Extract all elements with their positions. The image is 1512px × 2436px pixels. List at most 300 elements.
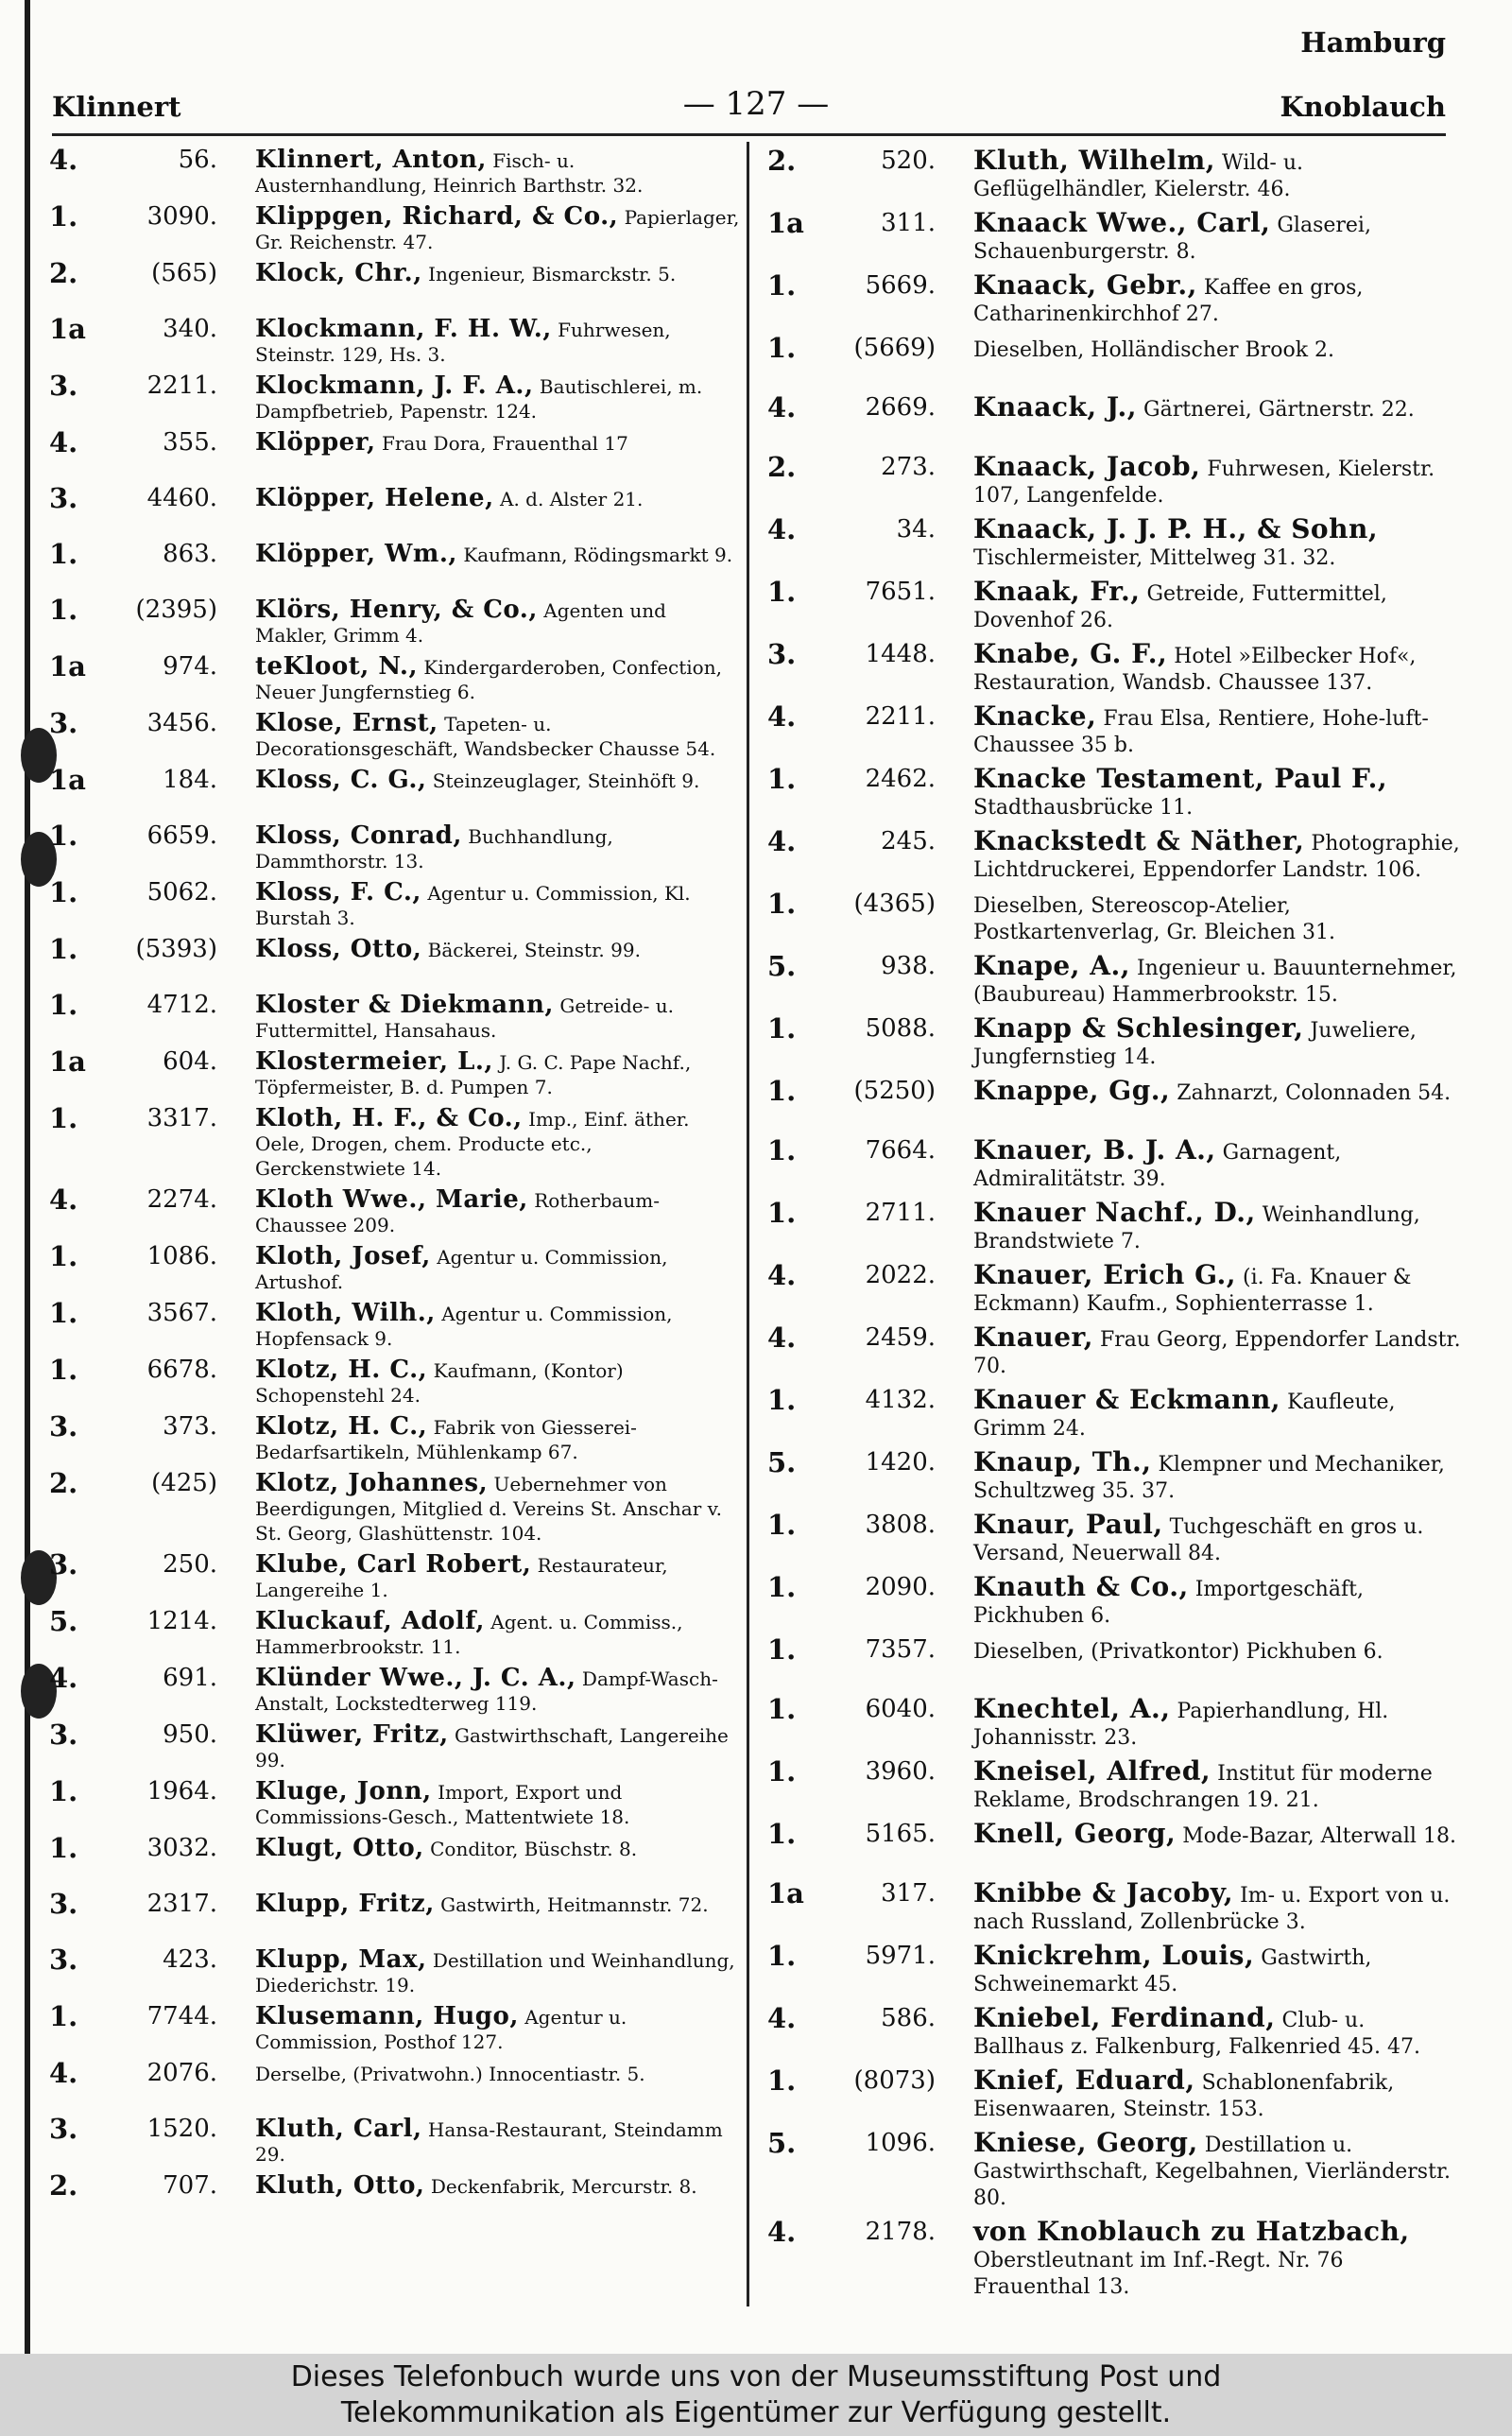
directory-entry — [767, 950, 1462, 1009]
phone-number: 938. — [881, 952, 936, 980]
subscriber-details: Ingenieur, Bismarckstr. 5. — [428, 263, 677, 285]
phone-number: 373. — [163, 1412, 217, 1441]
subscriber-name: Knacke Testament, Paul F., — [973, 763, 1388, 794]
subscriber-name: Knauth & Co., — [973, 1571, 1189, 1602]
directory-entry — [49, 1548, 744, 1602]
exchange-code: 1. — [767, 576, 797, 608]
subscriber-name: Kloss, F. C., — [255, 878, 421, 907]
phone-number: 1086. — [146, 1242, 217, 1270]
exchange-code: 2. — [767, 451, 797, 483]
phone-number: 355. — [163, 428, 217, 457]
subscriber-name: Kloth Wwe., Marie, — [255, 1185, 528, 1214]
subscriber-name: Knickrehm, Louis, — [973, 1940, 1255, 1971]
exchange-code: 1. — [767, 1571, 797, 1603]
exchange-code: 3. — [767, 638, 797, 670]
subscriber-details: Mode-Bazar, Alterwall 18. — [1182, 1824, 1456, 1848]
phone-number: 4460. — [146, 484, 217, 512]
directory-entry — [49, 876, 744, 930]
phone-number: 3090. — [146, 202, 217, 231]
subscriber-name: Kloss, Conrad, — [255, 821, 462, 850]
subscriber-details: Dieselben, (Privatkontor) Pickhuben 6. — [973, 1640, 1383, 1664]
directory-entry — [767, 1877, 1462, 1936]
header-first-name: Klinnert — [52, 91, 181, 123]
directory-entry — [767, 2002, 1462, 2061]
subscriber-details: Agentur u. Commission, Hopfensack 9. — [255, 1303, 673, 1350]
phone-number: 2462. — [865, 765, 936, 793]
exchange-code: 3. — [49, 482, 78, 514]
exchange-code: 1. — [49, 200, 78, 233]
phone-number: 1964. — [146, 1777, 217, 1805]
subscriber-details: Papierhandlung, Hl. Johannisstr. 23. — [973, 1700, 1389, 1750]
subscriber-details: Tapeten- u. Decorationsgeschäft, Wandsbecker Chausse 54. — [255, 713, 716, 760]
directory-entry — [767, 1818, 1462, 1874]
subscriber-details: Destillation und Weinhandlung, Diederichstr. 19. — [255, 1949, 735, 1996]
directory-entry — [767, 1197, 1462, 1255]
directory-entry — [49, 707, 744, 761]
phone-number: 3456. — [146, 709, 217, 737]
directory-entry — [767, 638, 1462, 697]
exchange-code: 1. — [49, 1102, 78, 1134]
exchange-code: 3. — [49, 707, 78, 739]
phone-number: 6659. — [146, 821, 217, 850]
subscriber-details: Fuhrwesen, Steinstr. 129, Hs. 3. — [255, 319, 671, 366]
phone-number: 2076. — [146, 2059, 217, 2087]
directory-entry — [49, 1410, 744, 1464]
directory-entry — [767, 763, 1462, 821]
phone-number: 7357. — [865, 1635, 936, 1664]
phone-number: 1214. — [146, 1607, 217, 1635]
exchange-code: 1. — [767, 1755, 797, 1788]
exchange-code: 1. — [49, 1832, 78, 1864]
exchange-code: 5. — [49, 1605, 78, 1637]
subscriber-details: Dieselben, Holländischer Brook 2. — [973, 338, 1335, 362]
phone-number: 2711. — [865, 1199, 936, 1227]
phone-number: 311. — [881, 209, 936, 237]
directory-entry — [49, 1605, 744, 1659]
phone-number: 2211. — [865, 702, 936, 731]
exchange-code: 1. — [49, 989, 78, 1021]
exchange-code: 5. — [767, 950, 797, 982]
phone-number: 2317. — [146, 1890, 217, 1918]
exchange-code: 2. — [49, 257, 78, 289]
subscriber-name: Klöpper, — [255, 428, 376, 457]
subscriber-details: Tischlermeister, Mittelweg 31. 32. — [973, 546, 1336, 570]
subscriber-name: Kluth, Wilhelm, — [973, 145, 1216, 176]
subscriber-name: Knapp & Schlesinger, — [973, 1012, 1304, 1044]
subscriber-details: Papierlager, Gr. Reichenstr. 47. — [255, 206, 740, 253]
exchange-code: 1. — [767, 1012, 797, 1045]
phone-number: 5165. — [865, 1820, 936, 1848]
phone-number: 950. — [163, 1720, 217, 1749]
subscriber-details: Conditor, Büschstr. 8. — [430, 1838, 638, 1860]
subscriber-name: teKloot, N., — [255, 652, 419, 681]
exchange-code: 4. — [767, 1259, 797, 1291]
subscriber-details: Gastwirthschaft, Langereihe 99. — [255, 1724, 729, 1771]
phone-number: (2395) — [135, 596, 217, 624]
subscriber-name: Knaack Wwe., Carl, — [973, 207, 1271, 238]
directory-entry — [767, 1755, 1462, 1814]
subscriber-name: Knappe, Gg., — [973, 1075, 1171, 1106]
subscriber-name: Knabe, G. F., — [973, 638, 1168, 669]
subscriber-name: Knaup, Th., — [973, 1446, 1152, 1477]
subscriber-name: Knief, Eduard, — [973, 2065, 1195, 2096]
directory-entry — [767, 1509, 1462, 1567]
exchange-code: 5. — [767, 2127, 797, 2159]
exchange-code: 1a — [767, 1877, 804, 1909]
subscriber-details: Getreide, Futtermittel, Dovenhof 26. — [973, 582, 1387, 632]
phone-number: 5088. — [865, 1014, 936, 1043]
subscriber-name: Knaack, J., — [973, 391, 1137, 423]
directory-entry — [49, 1183, 744, 1237]
subscriber-details: Dieselben, Stereoscop-Atelier, Postkartenverlag, Gr. Bleichen 31. — [973, 894, 1336, 944]
subscriber-name: Kloth, H. F., & Co., — [255, 1104, 523, 1132]
phone-number: (4365) — [853, 890, 936, 918]
directory-entry — [49, 257, 744, 310]
subscriber-name: Kluckauf, Adolf, — [255, 1607, 485, 1635]
directory-entry — [49, 764, 744, 817]
exchange-code: 1. — [767, 1693, 797, 1725]
subscriber-name: Knauer, Erich G., — [973, 1259, 1237, 1290]
directory-entry — [767, 1324, 1462, 1380]
subscriber-name: Knacke, — [973, 700, 1097, 732]
column-divider — [747, 142, 749, 2306]
subscriber-name: Knackstedt & Näther, — [973, 825, 1305, 856]
phone-number: 4132. — [865, 1386, 936, 1414]
subscriber-details: (i. Fa. Knauer & Eckmann) Kaufm., Sophienterrasse 1. — [973, 1266, 1412, 1316]
exchange-code: 1. — [767, 1940, 797, 1972]
subscriber-name: Klüwer, Fritz, — [255, 1720, 449, 1749]
exchange-code: 1. — [49, 1775, 78, 1807]
subscriber-details: Hotel »Eilbecker Hof«, Restauration, Wandsb. Chaussee 137. — [973, 645, 1417, 695]
subscriber-details: Deckenfabrik, Mercurstr. 8. — [430, 2175, 697, 2198]
directory-entry — [49, 989, 744, 1043]
page-edge-rule — [25, 0, 30, 2354]
subscriber-details: Steinzeuglager, Steinhöft 9. — [432, 769, 700, 792]
subscriber-details: Agentur u. Commission, Kl. Burstah 3. — [255, 882, 691, 929]
exchange-code: 3. — [49, 1719, 78, 1751]
subscriber-details: Bautischlerei, m. Dampfbetrieb, Papenstr. 124. — [255, 375, 703, 423]
subscriber-details: Wild- u. Geflügelhändler, Kielerstr. 46. — [973, 151, 1304, 201]
directory-entry — [767, 147, 1462, 203]
subscriber-name: Knaack, Gebr., — [973, 269, 1197, 301]
directory-entry — [767, 1633, 1462, 1689]
phone-number: 423. — [163, 1945, 217, 1974]
exchange-code: 1. — [49, 594, 78, 626]
subscriber-details: Bäckerei, Steinstr. 99. — [427, 939, 641, 961]
directory-entry — [767, 1012, 1462, 1071]
exchange-code: 4. — [49, 426, 78, 458]
subscriber-name: Knauer Nachf., D., — [973, 1197, 1256, 1228]
exchange-code: 1. — [767, 763, 797, 795]
subscriber-name: Klose, Ernst, — [255, 709, 438, 737]
directory-entry — [49, 482, 744, 535]
subscriber-details: Rotherbaum-Chaussee 209. — [255, 1189, 660, 1236]
phone-number: 3567. — [146, 1299, 217, 1327]
subscriber-details: Restaurateur, Langereihe 1. — [255, 1554, 668, 1601]
exchange-code: 2. — [767, 145, 797, 177]
phone-number: 2274. — [146, 1185, 217, 1214]
phone-number: 604. — [163, 1047, 217, 1076]
phone-number: 863. — [163, 540, 217, 568]
directory-entry — [767, 2127, 1462, 2212]
exchange-code: 1. — [49, 538, 78, 570]
subscriber-name: Klockmann, F. H. W., — [255, 315, 552, 343]
subscriber-details: Importgeschäft, Pickhuben 6. — [973, 1578, 1364, 1628]
subscriber-details: Destillation u. Gastwirthschaft, Kegelbahnen, Vierländerstr. 80. — [973, 2134, 1452, 2210]
subscriber-name: Knaack, Jacob, — [973, 451, 1201, 482]
exchange-code: 1. — [49, 1354, 78, 1386]
subscriber-name: Klostermeier, L., — [255, 1047, 493, 1076]
subscriber-name: Kloster & Diekmann, — [255, 991, 554, 1019]
subscriber-details: Garnagent, Admiralitätstr. 39. — [973, 1141, 1342, 1191]
exchange-code: 1. — [767, 269, 797, 302]
directory-entry — [767, 207, 1462, 266]
header-city: Hamburg — [1300, 26, 1446, 59]
subscriber-details: Frau Elsa, Rentiere, Hohe-luft-Chaussee 35 b. — [973, 707, 1429, 757]
directory-entry — [49, 313, 744, 367]
phone-number: 7664. — [865, 1136, 936, 1165]
directory-entry — [767, 391, 1462, 447]
subscriber-details: Kaufleute, Grimm 24. — [973, 1391, 1396, 1441]
directory-entry — [49, 1240, 744, 1294]
subscriber-details: Frau Georg, Eppendorfer Landstr. 70. — [973, 1328, 1461, 1378]
subscriber-details: Tuchgeschäft en gros u. Versand, Neuerwall 84. — [973, 1515, 1424, 1565]
exchange-code: 3. — [49, 1548, 78, 1581]
exchange-code: 4. — [49, 1183, 78, 1216]
phone-number: 3317. — [146, 1104, 217, 1132]
subscriber-details: Im- u. Export von u. nach Russland, Zollenbrücke 3. — [973, 1884, 1451, 1934]
subscriber-details: Derselbe, (Privatwohn.) Innocentiastr. 5. — [255, 2063, 645, 2085]
exchange-code: 1. — [767, 1633, 797, 1666]
phone-number: 34. — [896, 515, 936, 544]
exchange-code: 2. — [49, 1467, 78, 1499]
exchange-code: 1a — [49, 313, 86, 345]
subscriber-name: Knauer, — [973, 1322, 1093, 1353]
subscriber-details: Zahnarzt, Colonnaden 54. — [1177, 1081, 1452, 1105]
subscriber-details: Agenten und Makler, Grimm 4. — [255, 599, 666, 647]
phone-number: 3032. — [146, 1834, 217, 1862]
subscriber-name: Klockmann, J. F. A., — [255, 371, 534, 400]
subscriber-details: Imp., Einf. äther. Oele, Drogen, chem. Producte etc., Gerckenstwiete 14. — [255, 1108, 690, 1180]
exchange-code: 1. — [767, 1075, 797, 1107]
subscriber-name: Kloth, Wilh., — [255, 1299, 436, 1327]
exchange-code: 4. — [767, 513, 797, 545]
phone-number: 707. — [163, 2171, 217, 2200]
subscriber-name: Kloss, C. G., — [255, 766, 427, 794]
directory-entry — [49, 1719, 744, 1772]
phone-number: 5062. — [146, 878, 217, 907]
directory-entry — [767, 451, 1462, 510]
directory-entry — [49, 594, 744, 648]
exchange-code: 1. — [49, 820, 78, 852]
subscriber-name: Kniese, Georg, — [973, 2127, 1198, 2158]
subscriber-name: Kloth, Josef, — [255, 1242, 431, 1270]
phone-number: (425) — [151, 1469, 217, 1497]
exchange-code: 1. — [767, 2065, 797, 2097]
subscriber-details: Oberstleutnant im Inf.-Regt. Nr. 76 Frauenthal 13. — [973, 2249, 1344, 2299]
subscriber-details: Gastwirth, Heitmannstr. 72. — [440, 1893, 709, 1916]
exchange-code: 4. — [49, 1662, 78, 1694]
subscriber-name: von Knoblauch zu Hatzbach, — [973, 2216, 1410, 2247]
phone-number: 1420. — [865, 1448, 936, 1477]
subscriber-details: Weinhandlung, Brandstwiete 7. — [973, 1203, 1420, 1253]
directory-entry — [49, 1662, 744, 1716]
phone-number: 2022. — [865, 1261, 936, 1289]
directory-entry — [49, 2113, 744, 2167]
directory-entry — [767, 1075, 1462, 1131]
exchange-code: 1a — [49, 650, 86, 682]
subscriber-details: Agentur u. Commission, Artushof. — [255, 1246, 668, 1293]
subscriber-name: Klupp, Fritz, — [255, 1890, 435, 1918]
phone-number: 7651. — [865, 578, 936, 606]
directory-entry — [767, 2216, 1462, 2301]
subscriber-name: Klotz, Johannes, — [255, 1469, 489, 1497]
exchange-code: 4. — [767, 825, 797, 857]
phone-number: 4712. — [146, 991, 217, 1019]
phone-number: (565) — [151, 259, 217, 287]
phone-number: 245. — [881, 827, 936, 855]
phone-number: 586. — [881, 2004, 936, 2032]
phone-number: 7744. — [146, 2002, 217, 2030]
subscriber-name: Klube, Carl Robert, — [255, 1550, 532, 1579]
exchange-code: 5. — [767, 1446, 797, 1478]
subscriber-details: Import, Export und Commissions-Gesch., Mattentwiete 18. — [255, 1781, 630, 1828]
directory-entry — [767, 825, 1462, 884]
phone-number: 2178. — [865, 2218, 936, 2246]
directory-entry — [767, 1259, 1462, 1318]
subscriber-details: Kaufmann, (Kontor) Schopenstehl 24. — [255, 1359, 624, 1407]
subscriber-name: Knauer & Eckmann, — [973, 1384, 1281, 1415]
directory-entry — [49, 650, 744, 704]
subscriber-name: Klinnert, Anton, — [255, 146, 487, 174]
phone-number: 3808. — [865, 1511, 936, 1539]
exchange-code: 1. — [767, 1509, 797, 1541]
subscriber-name: Klock, Chr., — [255, 259, 422, 287]
directory-entry — [767, 1134, 1462, 1193]
exchange-code: 1. — [767, 888, 797, 920]
header-last-name: Knoblauch — [1280, 91, 1446, 123]
directory-entry — [49, 1045, 744, 1099]
exchange-code: 1a — [49, 764, 86, 796]
subscriber-details: Club- u. Ballhaus z. Falkenburg, Falkenried 45. 47. — [973, 2009, 1421, 2059]
phone-number: 340. — [163, 315, 217, 343]
header-rule — [52, 133, 1446, 136]
subscriber-details: Agent. u. Commiss., Hammerbrookstr. 11. — [255, 1611, 683, 1658]
phone-number: 2459. — [865, 1323, 936, 1352]
phone-number: 184. — [163, 766, 217, 794]
directory-entry — [767, 2067, 1462, 2123]
exchange-code: 1. — [767, 1197, 797, 1229]
directory-entry — [49, 144, 744, 198]
directory-entry — [767, 1940, 1462, 1998]
subscriber-details: Ingenieur u. Bauunternehmer, (Baubureau) Hammerbrookstr. 15. — [973, 957, 1457, 1007]
directory-entry — [49, 1297, 744, 1351]
subscriber-name: Knaack, J. J. P. H., & Sohn, — [973, 513, 1379, 544]
directory-entry — [49, 538, 744, 591]
phone-number: 2669. — [865, 393, 936, 422]
phone-number: 2211. — [146, 371, 217, 400]
directory-entry — [767, 700, 1462, 759]
subscriber-name: Klotz, H. C., — [255, 1356, 428, 1384]
phone-number: 273. — [881, 453, 936, 481]
subscriber-name: Klugt, Otto, — [255, 1834, 424, 1862]
directory-entry — [49, 1467, 744, 1546]
exchange-code: 4. — [49, 144, 78, 176]
subscriber-details: Kaufmann, Rödingsmarkt 9. — [463, 544, 733, 566]
exchange-code: 1. — [767, 1134, 797, 1166]
phone-number: 520. — [881, 147, 936, 175]
directory-entry — [767, 1384, 1462, 1443]
exchange-code: 1. — [49, 1240, 78, 1272]
subscriber-name: Klupp, Max, — [255, 1945, 427, 1974]
subscriber-name: Knaak, Fr., — [973, 576, 1141, 607]
directory-entry — [767, 513, 1462, 572]
subscriber-name: Kniebel, Ferdinand, — [973, 2002, 1276, 2033]
subscriber-name: Klöpper, Helene, — [255, 484, 494, 512]
exchange-code: 1. — [49, 2000, 78, 2032]
footer-notice — [0, 2354, 1512, 2436]
phone-number: (5669) — [853, 334, 936, 362]
subscriber-details: Hansa-Restaurant, Steindamm 29. — [255, 2118, 723, 2166]
directory-entry — [767, 1693, 1462, 1752]
directory-entry — [767, 576, 1462, 634]
subscriber-details: Photographie, Lichtdruckerei, Eppendorfer Landstr. 106. — [973, 832, 1460, 882]
directory-entry — [767, 1446, 1462, 1505]
phone-number: 974. — [163, 652, 217, 681]
subscriber-name: Knechtel, A., — [973, 1693, 1171, 1724]
subscriber-details: Gärtnerei, Gärtnerstr. 22. — [1143, 398, 1415, 422]
directory-entry — [49, 1354, 744, 1408]
footer-line-1: Dieses Telefonbuch wurde uns von der Museumsstiftung Post und — [290, 2360, 1222, 2393]
phone-number: 317. — [881, 1879, 936, 1908]
exchange-code: 3. — [49, 370, 78, 402]
subscriber-details: Kindergarderoben, Confection, Neuer Jungfernstieg 6. — [255, 656, 722, 703]
subscriber-details: J. G. C. Pape Nachf., Töpfermeister, B. d. Pumpen 7. — [255, 1051, 692, 1098]
footer-line-2: Telekommunikation als Eigentümer zur Verfügung gestellt. — [340, 2396, 1172, 2429]
subscriber-name: Knaur, Paul, — [973, 1509, 1163, 1540]
subscriber-name: Klotz, H. C., — [255, 1412, 428, 1441]
directory-entry — [767, 1571, 1462, 1630]
subscriber-details: Uebernehmer von Beerdigungen, Mitglied d. Vereins St. Anschar v. St. Georg, Glashüttenstr. 104. — [255, 1473, 722, 1545]
exchange-code: 3. — [49, 1410, 78, 1443]
subscriber-name: Klörs, Henry, & Co., — [255, 596, 538, 624]
exchange-code: 1. — [49, 1297, 78, 1329]
exchange-code: 4. — [767, 2002, 797, 2034]
directory-entry — [767, 332, 1462, 388]
phone-number: 1096. — [865, 2129, 936, 2157]
subscriber-details: Stadthausbrücke 11. — [973, 796, 1194, 820]
subscriber-details: Schablonenfabrik, Eisenwaaren, Steinstr. 153. — [973, 2071, 1395, 2121]
subscriber-name: Klippgen, Richard, & Co., — [255, 202, 619, 231]
exchange-code: 3. — [49, 1944, 78, 1976]
phone-number: 3960. — [865, 1757, 936, 1786]
subscriber-name: Knibbe & Jacoby, — [973, 1877, 1234, 1909]
subscriber-details: Agentur u. Commission, Posthof 127. — [255, 2006, 627, 2053]
subscriber-name: Klusemann, Hugo, — [255, 2002, 519, 2030]
phone-number: 5669. — [865, 271, 936, 300]
subscriber-name: Knell, Georg, — [973, 1818, 1177, 1849]
exchange-code: 1. — [767, 1818, 797, 1850]
exchange-code: 1. — [49, 876, 78, 908]
subscriber-name: Kluth, Otto, — [255, 2171, 425, 2200]
directory-entry — [49, 2000, 744, 2054]
subscriber-details: Dampf-Wasch-Anstalt, Lockstedterweg 119. — [255, 1667, 718, 1715]
exchange-code: 4. — [767, 1322, 797, 1354]
directory-entry — [49, 1944, 744, 1997]
directory-entry — [49, 200, 744, 254]
subscriber-details: A. d. Alster 21. — [500, 488, 644, 510]
subscriber-name: Knape, A., — [973, 950, 1130, 981]
